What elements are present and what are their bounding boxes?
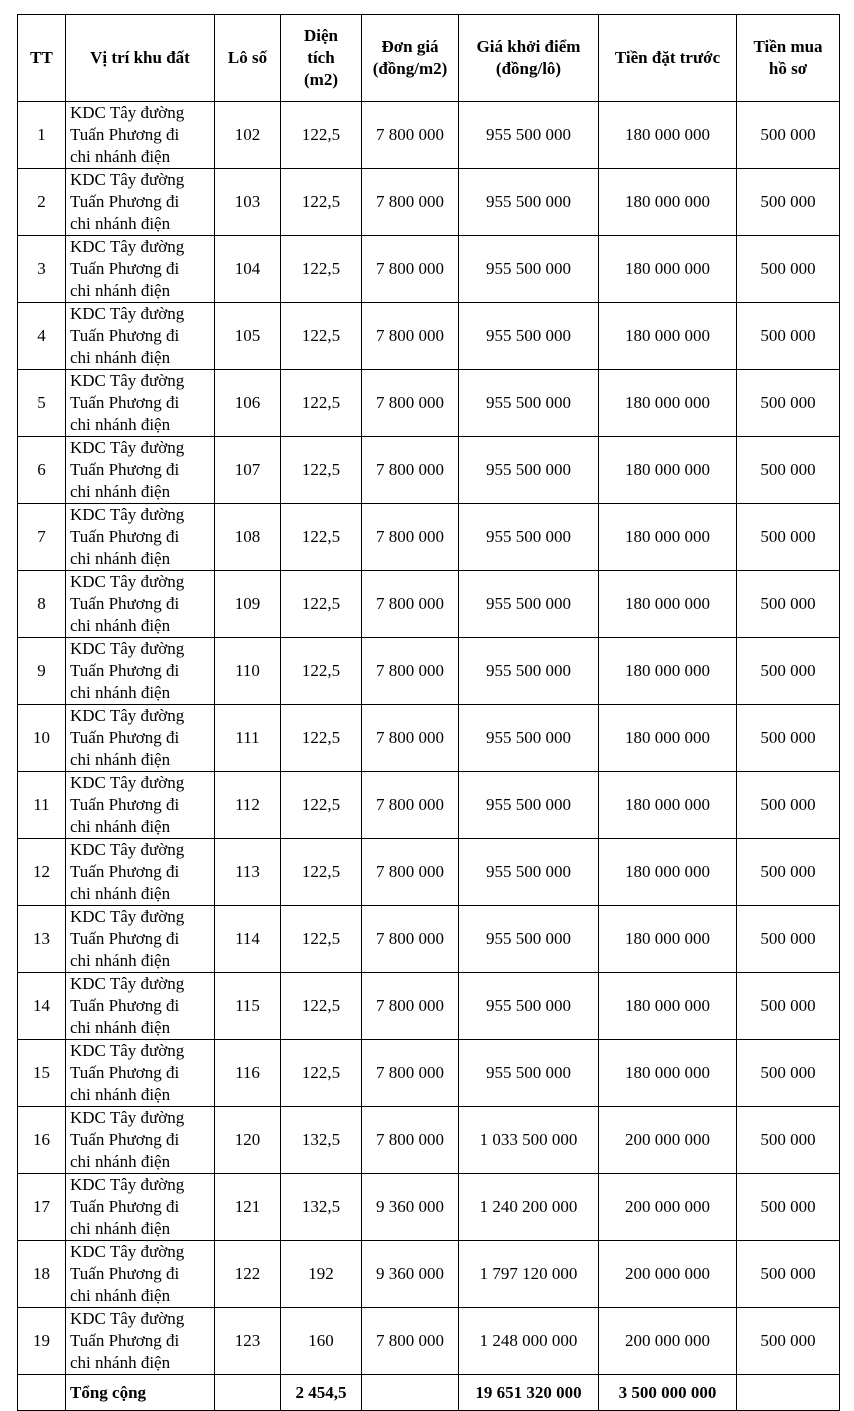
cell-unit-price: 7 800 000 [362,504,459,571]
cell-area: 160 [281,1308,362,1375]
cell-location: KDC Tây đường Tuấn Phương đi chi nhánh điện [66,504,215,571]
cell-unit-price: 7 800 000 [362,370,459,437]
cell-area: 122,5 [281,973,362,1040]
table-row [18,705,840,772]
cell-file-fee: 500 000 [737,1308,840,1375]
cell-tt: 16 [18,1107,66,1174]
cell-lot: 112 [215,772,281,839]
cell-area: 132,5 [281,1174,362,1241]
cell-lot: 120 [215,1107,281,1174]
cell-tt: 15 [18,1040,66,1107]
cell-lot: 113 [215,839,281,906]
cell-location: KDC Tây đường Tuấn Phương đi chi nhánh điện [66,839,215,906]
cell-location: KDC Tây đường Tuấn Phương đi chi nhánh điện [66,370,215,437]
cell-lot: 110 [215,638,281,705]
cell-tt: 1 [18,102,66,169]
cell-file-fee: 500 000 [737,839,840,906]
table-row [18,236,840,303]
cell-lot: 121 [215,1174,281,1241]
cell-location: KDC Tây đường Tuấn Phương đi chi nhánh điện [66,638,215,705]
cell-location: KDC Tây đường Tuấn Phương đi chi nhánh điện [66,973,215,1040]
header-location: Vị trí khu đất [66,15,215,102]
cell-start-price: 955 500 000 [459,236,599,303]
cell-unit-price: 7 800 000 [362,303,459,370]
cell-location: KDC Tây đường Tuấn Phương đi chi nhánh điện [66,1107,215,1174]
total-deposit: 3 500 000 000 [599,1375,737,1411]
cell-deposit: 180 000 000 [599,638,737,705]
cell-area: 122,5 [281,638,362,705]
land-auction-table [17,14,840,1411]
cell-unit-price: 7 800 000 [362,169,459,236]
cell-lot: 104 [215,236,281,303]
cell-start-price: 955 500 000 [459,303,599,370]
cell-file-fee: 500 000 [737,303,840,370]
cell-file-fee: 500 000 [737,973,840,1040]
cell-deposit: 180 000 000 [599,839,737,906]
cell-deposit: 180 000 000 [599,571,737,638]
cell-start-price: 955 500 000 [459,437,599,504]
cell-area: 122,5 [281,102,362,169]
cell-file-fee: 500 000 [737,1174,840,1241]
cell-start-price: 955 500 000 [459,705,599,772]
cell-start-price: 955 500 000 [459,169,599,236]
cell-start-price: 1 797 120 000 [459,1241,599,1308]
table-row [18,437,840,504]
cell-lot: 105 [215,303,281,370]
cell-file-fee: 500 000 [737,437,840,504]
cell-start-price: 955 500 000 [459,772,599,839]
cell-start-price: 955 500 000 [459,504,599,571]
cell-location: KDC Tây đường Tuấn Phương đi chi nhánh điện [66,1241,215,1308]
cell-lot: 109 [215,571,281,638]
cell-tt: 13 [18,906,66,973]
cell-area: 122,5 [281,772,362,839]
cell-lot: 102 [215,102,281,169]
total-row [18,1375,840,1411]
cell-location: KDC Tây đường Tuấn Phương đi chi nhánh điện [66,906,215,973]
cell-tt: 11 [18,772,66,839]
cell-location: KDC Tây đường Tuấn Phương đi chi nhánh điện [66,437,215,504]
cell-tt: 17 [18,1174,66,1241]
total-area: 2 454,5 [281,1375,362,1411]
header-start-price: Giá khởi điểm (đồng/lô) [459,15,599,102]
cell-unit-price: 7 800 000 [362,973,459,1040]
cell-deposit: 200 000 000 [599,1174,737,1241]
cell-start-price: 1 033 500 000 [459,1107,599,1174]
table-row [18,1174,840,1241]
cell-area: 122,5 [281,839,362,906]
header-lot: Lô số [215,15,281,102]
cell-lot: 103 [215,169,281,236]
cell-file-fee: 500 000 [737,906,840,973]
cell-lot: 108 [215,504,281,571]
cell-location: KDC Tây đường Tuấn Phương đi chi nhánh điện [66,236,215,303]
table-row [18,169,840,236]
table-row [18,1107,840,1174]
cell-unit-price: 7 800 000 [362,1107,459,1174]
total-file-fee [737,1375,840,1411]
cell-deposit: 180 000 000 [599,169,737,236]
cell-lot: 115 [215,973,281,1040]
cell-area: 122,5 [281,571,362,638]
cell-tt: 10 [18,705,66,772]
cell-area: 122,5 [281,236,362,303]
table-row [18,839,840,906]
cell-tt: 18 [18,1241,66,1308]
cell-file-fee: 500 000 [737,169,840,236]
cell-area: 122,5 [281,169,362,236]
table-row [18,1308,840,1375]
cell-tt: 19 [18,1308,66,1375]
cell-lot: 123 [215,1308,281,1375]
cell-unit-price: 7 800 000 [362,571,459,638]
cell-file-fee: 500 000 [737,1040,840,1107]
cell-location: KDC Tây đường Tuấn Phương đi chi nhánh điện [66,1308,215,1375]
cell-deposit: 180 000 000 [599,906,737,973]
cell-deposit: 180 000 000 [599,1040,737,1107]
cell-deposit: 180 000 000 [599,705,737,772]
total-label: Tổng cộng [66,1375,215,1411]
table-row [18,571,840,638]
cell-start-price: 955 500 000 [459,571,599,638]
cell-area: 192 [281,1241,362,1308]
table-row [18,504,840,571]
cell-tt: 6 [18,437,66,504]
cell-location: KDC Tây đường Tuấn Phương đi chi nhánh điện [66,705,215,772]
cell-file-fee: 500 000 [737,1107,840,1174]
cell-location: KDC Tây đường Tuấn Phương đi chi nhánh điện [66,303,215,370]
cell-location: KDC Tây đường Tuấn Phương đi chi nhánh điện [66,1174,215,1241]
cell-start-price: 955 500 000 [459,370,599,437]
cell-start-price: 955 500 000 [459,102,599,169]
cell-deposit: 180 000 000 [599,772,737,839]
cell-tt: 4 [18,303,66,370]
cell-unit-price: 7 800 000 [362,437,459,504]
cell-start-price: 955 500 000 [459,839,599,906]
header-unit-price: Đơn giá (đồng/m2) [362,15,459,102]
cell-area: 122,5 [281,906,362,973]
table-row [18,772,840,839]
cell-deposit: 180 000 000 [599,437,737,504]
cell-area: 122,5 [281,370,362,437]
cell-unit-price: 9 360 000 [362,1241,459,1308]
total-start-price: 19 651 320 000 [459,1375,599,1411]
cell-deposit: 180 000 000 [599,236,737,303]
cell-file-fee: 500 000 [737,236,840,303]
cell-lot: 114 [215,906,281,973]
total-tt [18,1375,66,1411]
table-row [18,102,840,169]
cell-area: 122,5 [281,437,362,504]
cell-deposit: 180 000 000 [599,303,737,370]
cell-location: KDC Tây đường Tuấn Phương đi chi nhánh điện [66,571,215,638]
cell-file-fee: 500 000 [737,638,840,705]
cell-unit-price: 9 360 000 [362,1174,459,1241]
cell-tt: 9 [18,638,66,705]
cell-tt: 2 [18,169,66,236]
cell-tt: 14 [18,973,66,1040]
cell-area: 132,5 [281,1107,362,1174]
cell-unit-price: 7 800 000 [362,1308,459,1375]
cell-start-price: 1 248 000 000 [459,1308,599,1375]
cell-file-fee: 500 000 [737,370,840,437]
total-unit-price [362,1375,459,1411]
cell-tt: 7 [18,504,66,571]
cell-location: KDC Tây đường Tuấn Phương đi chi nhánh điện [66,1040,215,1107]
cell-lot: 116 [215,1040,281,1107]
cell-unit-price: 7 800 000 [362,906,459,973]
cell-file-fee: 500 000 [737,102,840,169]
cell-unit-price: 7 800 000 [362,1040,459,1107]
cell-location: KDC Tây đường Tuấn Phương đi chi nhánh điện [66,102,215,169]
table-row [18,973,840,1040]
cell-file-fee: 500 000 [737,772,840,839]
header-row [18,15,840,102]
cell-start-price: 955 500 000 [459,906,599,973]
cell-tt: 8 [18,571,66,638]
cell-unit-price: 7 800 000 [362,839,459,906]
header-tt: TT [18,15,66,102]
cell-start-price: 955 500 000 [459,638,599,705]
table-row [18,1241,840,1308]
cell-area: 122,5 [281,504,362,571]
total-lot [215,1375,281,1411]
cell-unit-price: 7 800 000 [362,772,459,839]
cell-area: 122,5 [281,1040,362,1107]
cell-deposit: 180 000 000 [599,504,737,571]
cell-tt: 12 [18,839,66,906]
cell-location: KDC Tây đường Tuấn Phương đi chi nhánh điện [66,772,215,839]
cell-deposit: 180 000 000 [599,973,737,1040]
table-row [18,906,840,973]
cell-deposit: 200 000 000 [599,1107,737,1174]
cell-file-fee: 500 000 [737,504,840,571]
cell-deposit: 200 000 000 [599,1241,737,1308]
cell-deposit: 180 000 000 [599,370,737,437]
cell-unit-price: 7 800 000 [362,236,459,303]
cell-area: 122,5 [281,705,362,772]
cell-lot: 122 [215,1241,281,1308]
table-row [18,638,840,705]
table-row [18,370,840,437]
table-row [18,303,840,370]
cell-tt: 3 [18,236,66,303]
cell-lot: 107 [215,437,281,504]
header-area: Diện tích (m2) [281,15,362,102]
header-deposit: Tiền đặt trước [599,15,737,102]
cell-start-price: 1 240 200 000 [459,1174,599,1241]
cell-start-price: 955 500 000 [459,1040,599,1107]
cell-unit-price: 7 800 000 [362,638,459,705]
cell-file-fee: 500 000 [737,571,840,638]
cell-lot: 106 [215,370,281,437]
cell-tt: 5 [18,370,66,437]
cell-location: KDC Tây đường Tuấn Phương đi chi nhánh điện [66,169,215,236]
cell-start-price: 955 500 000 [459,973,599,1040]
cell-deposit: 200 000 000 [599,1308,737,1375]
cell-file-fee: 500 000 [737,1241,840,1308]
header-file-fee: Tiền mua hồ sơ [737,15,840,102]
cell-lot: 111 [215,705,281,772]
cell-unit-price: 7 800 000 [362,102,459,169]
cell-unit-price: 7 800 000 [362,705,459,772]
cell-deposit: 180 000 000 [599,102,737,169]
cell-area: 122,5 [281,303,362,370]
table-row [18,1040,840,1107]
cell-file-fee: 500 000 [737,705,840,772]
